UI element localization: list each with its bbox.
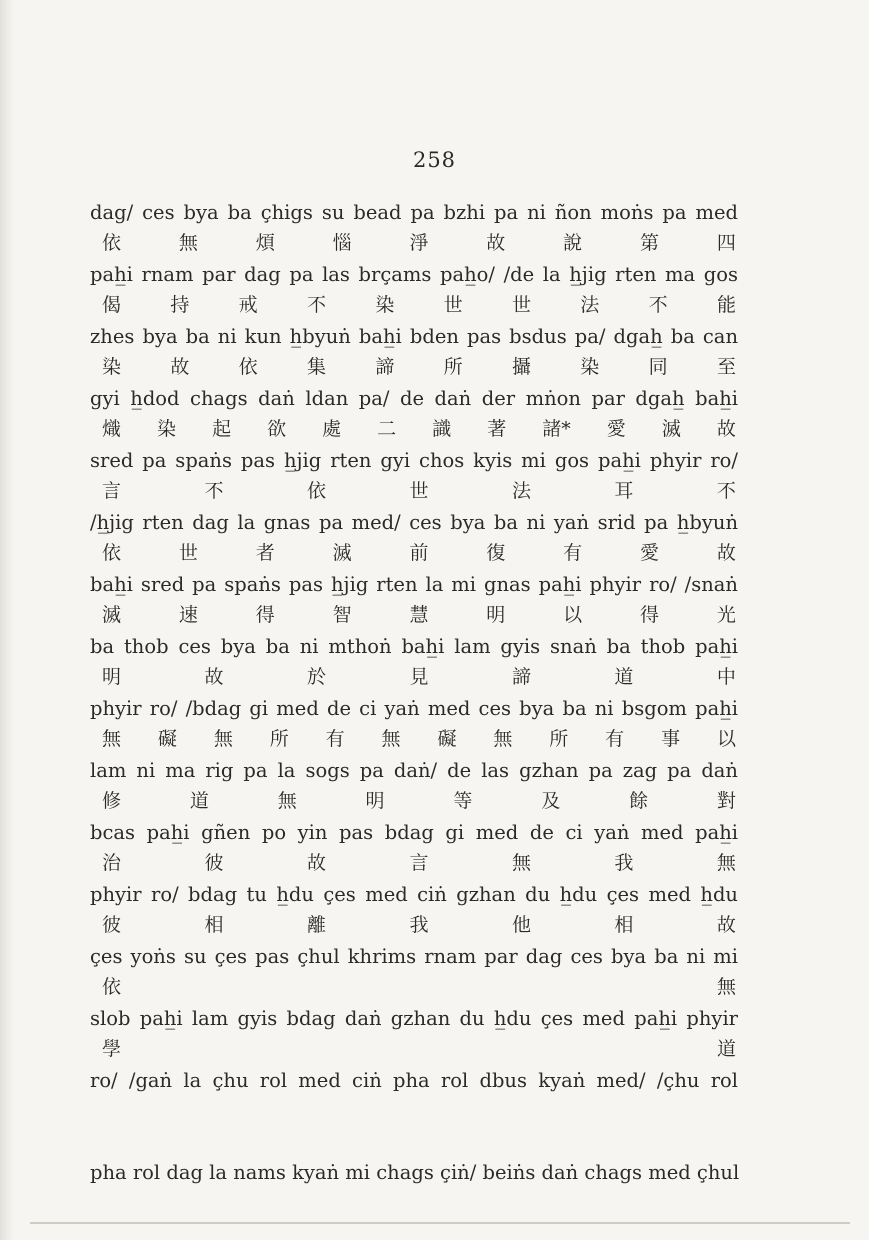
chinese-gloss-char: 以	[716, 728, 736, 750]
line-pair	[90, 508, 738, 570]
chinese-gloss-char: 光	[716, 604, 736, 626]
chinese-gloss-char: 者	[255, 542, 275, 564]
line-pair	[90, 694, 738, 756]
chinese-gloss-char: 依	[102, 976, 122, 998]
chinese-gloss-char: 修	[102, 790, 122, 812]
chinese-gloss-char: 起	[212, 418, 232, 440]
chinese-gloss-char: 所	[549, 728, 569, 750]
chinese-gloss-char: 攝	[511, 356, 531, 378]
text-body	[90, 198, 738, 1220]
chinese-gloss-char: 依	[102, 542, 122, 564]
chinese-gloss-char: 有	[563, 542, 583, 564]
chinese-gloss-char: 煩	[255, 232, 275, 254]
chinese-gloss-char: 惱	[332, 232, 352, 254]
chinese-gloss-char: 彼	[102, 914, 122, 936]
chinese-gloss-char: 明	[365, 790, 385, 812]
chinese-gloss-char: 依	[238, 356, 258, 378]
line-pair	[90, 260, 738, 322]
chinese-gloss-char: 淨	[409, 232, 429, 254]
tibetan-line: lam ni ma rig pa la sogs pa daṅ/ de las gzhan pa zag pa daṅ	[90, 759, 738, 782]
chinese-gloss-char: 依	[306, 480, 326, 502]
line-pair	[90, 1158, 738, 1220]
tibetan-line: pha rol dag la nams kyaṅ mi chags çiṅ/ beiṅs daṅ chags med çhul	[90, 1161, 740, 1184]
chinese-gloss-char: 等	[453, 790, 473, 812]
chinese-gloss-char: 集	[306, 356, 326, 378]
chinese-gloss-char: 二	[377, 418, 397, 440]
chinese-gloss-char: 無	[277, 790, 297, 812]
chinese-gloss-char: 不	[648, 294, 668, 316]
chinese-gloss-char: 所	[269, 728, 289, 750]
tibetan-line: dag/ ces bya ba çhigs su bead pa bzhi pa ni ñon moṅs pa med	[90, 201, 738, 224]
chinese-gloss-char: 同	[648, 356, 668, 378]
chinese-gloss-char: 有	[605, 728, 625, 750]
chinese-gloss-char: 道	[716, 1038, 736, 1060]
chinese-gloss-char: 世	[409, 480, 429, 502]
chinese-gloss-line	[90, 786, 738, 816]
chinese-gloss-char: 能	[716, 294, 736, 316]
chinese-gloss-char: 道	[614, 666, 634, 688]
line-pair	[90, 1066, 738, 1158]
chinese-gloss-char: 見	[409, 666, 429, 688]
chinese-gloss-char: 至	[716, 356, 736, 378]
chinese-gloss-char: 前	[409, 542, 429, 564]
tibetan-line: gyi h̲dod chags daṅ ldan pa/ de daṅ der mṅon par dgah̲ bah̲i	[90, 387, 738, 410]
line-pair	[90, 942, 738, 1004]
chinese-gloss-line	[90, 910, 738, 940]
chinese-gloss-char: 染	[157, 418, 177, 440]
chinese-gloss-char: 世	[443, 294, 463, 316]
tibetan-line: zhes bya ba ni kun h̲byuṅ bah̲i bden pas bsdus pa/ dgah̲ ba can	[90, 325, 738, 348]
chinese-gloss-char: 明	[486, 604, 506, 626]
chinese-gloss-char: 治	[102, 852, 122, 874]
line-pair	[90, 880, 738, 942]
chinese-gloss-line	[90, 662, 738, 692]
tibetan-line: çes yoṅs su çes pas çhul khrims rnam par dag ces bya ba ni mi	[90, 945, 738, 968]
chinese-gloss-char: 法	[580, 294, 600, 316]
chinese-gloss-char: 對	[716, 790, 736, 812]
chinese-gloss-line	[90, 476, 738, 506]
chinese-gloss-char: 事	[661, 728, 681, 750]
chinese-gloss-char: 法	[511, 480, 531, 502]
chinese-gloss-char: 得	[255, 604, 275, 626]
chinese-gloss-char: 染	[102, 356, 122, 378]
chinese-gloss-char: 故	[716, 418, 736, 440]
tibetan-line: phyir ro/ bdag tu h̲du çes med ciṅ gzhan du h̲du çes med h̲du	[90, 883, 738, 906]
chinese-gloss-char: 明	[102, 666, 122, 688]
chinese-gloss-char: 中	[716, 666, 736, 688]
chinese-gloss-char: 餘	[629, 790, 649, 812]
chinese-gloss-char: 愛	[606, 418, 626, 440]
chinese-gloss-char: 世	[178, 542, 198, 564]
chinese-gloss-char: 諸*	[542, 418, 571, 440]
chinese-gloss-char: 持	[170, 294, 190, 316]
chinese-gloss-char: 我	[409, 914, 429, 936]
chinese-gloss-char: 不	[204, 480, 224, 502]
chinese-gloss-char: 故	[716, 914, 736, 936]
chinese-gloss-char: 諦	[511, 666, 531, 688]
chinese-gloss-char: 無	[102, 728, 122, 750]
chinese-gloss-line	[90, 724, 738, 754]
chinese-gloss-char: 故	[716, 542, 736, 564]
chinese-gloss-char: 世	[511, 294, 531, 316]
chinese-gloss-char: 道	[189, 790, 209, 812]
chinese-gloss-char: 四	[716, 232, 736, 254]
chinese-gloss-char: 依	[102, 232, 122, 254]
chinese-gloss-char: 滅	[102, 604, 122, 626]
chinese-gloss-char: 離	[306, 914, 326, 936]
tibetan-line: ba thob ces bya ba ni mthoṅ bah̲i lam gyis snaṅ ba thob pah̲i	[90, 635, 738, 658]
chinese-gloss-char: 無	[493, 728, 513, 750]
chinese-gloss-char: 耳	[614, 480, 634, 502]
chinese-gloss-char: 不	[306, 294, 326, 316]
chinese-gloss-char: 礙	[437, 728, 457, 750]
chinese-gloss-line	[90, 848, 738, 878]
chinese-gloss-char: 戒	[238, 294, 258, 316]
chinese-gloss-char: 熾	[102, 418, 122, 440]
chinese-gloss-char: 無	[213, 728, 233, 750]
chinese-gloss-char: 諦	[375, 356, 395, 378]
chinese-gloss-char: 相	[614, 914, 634, 936]
chinese-gloss-char: 故	[486, 232, 506, 254]
chinese-gloss-char: 速	[178, 604, 198, 626]
chinese-gloss-char: 著	[487, 418, 507, 440]
chinese-gloss-char: 說	[563, 232, 583, 254]
chinese-gloss-char: 相	[204, 914, 224, 936]
tibetan-line: bcas pah̲i gñen po yin pas bdag gi med de ci yaṅ med pah̲i	[90, 821, 738, 844]
chinese-gloss-char: 識	[432, 418, 452, 440]
chinese-gloss-line	[90, 414, 738, 444]
chinese-gloss-char: 無	[381, 728, 401, 750]
chinese-gloss-char: 故	[204, 666, 224, 688]
chinese-gloss-char: 言	[102, 480, 122, 502]
line-pair	[90, 756, 738, 818]
tibetan-line: slob pah̲i lam gyis bdag daṅ gzhan du h̲du çes med pah̲i phyir	[90, 1007, 738, 1030]
line-pair	[90, 570, 738, 632]
chinese-gloss-char: 故	[170, 356, 190, 378]
chinese-gloss-char: 於	[306, 666, 326, 688]
chinese-gloss-char: 不	[716, 480, 736, 502]
chinese-gloss-char: 得	[640, 604, 660, 626]
line-pair	[90, 818, 738, 880]
chinese-gloss-line	[90, 972, 738, 1002]
line-pair	[90, 322, 738, 384]
chinese-gloss-char: 欲	[267, 418, 287, 440]
chinese-gloss-line	[90, 600, 738, 630]
chinese-gloss-char: 學	[102, 1038, 122, 1060]
chinese-gloss-char: 智	[332, 604, 352, 626]
chinese-gloss-char: 滅	[332, 542, 352, 564]
chinese-gloss-line	[90, 1096, 738, 1126]
line-pair	[90, 198, 738, 260]
chinese-gloss-char: 以	[563, 604, 583, 626]
page-edge-shading	[0, 0, 14, 1240]
tibetan-line: phyir ro/ /bdag gi med de ci yaṅ med ces bya ba ni bsgom pah̲i	[90, 697, 738, 720]
chinese-gloss-line	[90, 538, 738, 568]
chinese-gloss-line	[90, 352, 738, 382]
chinese-gloss-char: 偈	[102, 294, 122, 316]
line-pair	[90, 632, 738, 694]
tibetan-line: ro/ /gaṅ la çhu rol med ciṅ pha rol dbus kyaṅ med/ /çhu rol	[90, 1069, 738, 1092]
chinese-gloss-char: 彼	[204, 852, 224, 874]
chinese-gloss-char: 無	[511, 852, 531, 874]
chinese-gloss-char: 染	[375, 294, 395, 316]
tibetan-line: sred pa spaṅs pas h̲jig rten gyi chos kyis mi gos pah̲i phyir ro/	[90, 449, 738, 472]
line-pair	[90, 384, 738, 446]
chinese-gloss-char: 無	[716, 852, 736, 874]
chinese-gloss-line	[90, 290, 738, 320]
chinese-gloss-char: 所	[443, 356, 463, 378]
chinese-gloss-char: 無	[716, 976, 736, 998]
page-number: 258	[412, 148, 457, 172]
chinese-gloss-char: 復	[486, 542, 506, 564]
chinese-gloss-char: 礙	[157, 728, 177, 750]
chinese-gloss-char: 故	[306, 852, 326, 874]
bottom-rule	[30, 1222, 850, 1224]
chinese-gloss-char: 有	[325, 728, 345, 750]
chinese-gloss-line	[90, 1034, 738, 1064]
chinese-gloss-char: 慧	[409, 604, 429, 626]
chinese-gloss-char: 染	[580, 356, 600, 378]
tibetan-line: bah̲i sred pa spaṅs pas h̲jig rten la mi gnas pah̲i phyir ro/ /snaṅ	[90, 573, 738, 596]
chinese-gloss-char: 無	[178, 232, 198, 254]
line-pair	[90, 446, 738, 508]
line-pair	[90, 1004, 738, 1066]
chinese-gloss-char: 愛	[640, 542, 660, 564]
chinese-gloss-line	[90, 228, 738, 258]
chinese-gloss-char: 及	[541, 790, 561, 812]
chinese-gloss-char: 言	[409, 852, 429, 874]
chinese-gloss-char: 處	[322, 418, 342, 440]
tibetan-line: pah̲i rnam par dag pa las brçams pah̲o/ /de la h̲jig rten ma gos	[90, 263, 738, 286]
chinese-gloss-char: 我	[614, 852, 634, 874]
chinese-gloss-char: 第	[640, 232, 660, 254]
chinese-gloss-line	[90, 1188, 738, 1218]
chinese-gloss-char: 滅	[661, 418, 681, 440]
tibetan-line: /h̲jig rten dag la gnas pa med/ ces bya ba ni yaṅ srid pa h̲byuṅ	[90, 511, 738, 534]
chinese-gloss-char: 他	[511, 914, 531, 936]
